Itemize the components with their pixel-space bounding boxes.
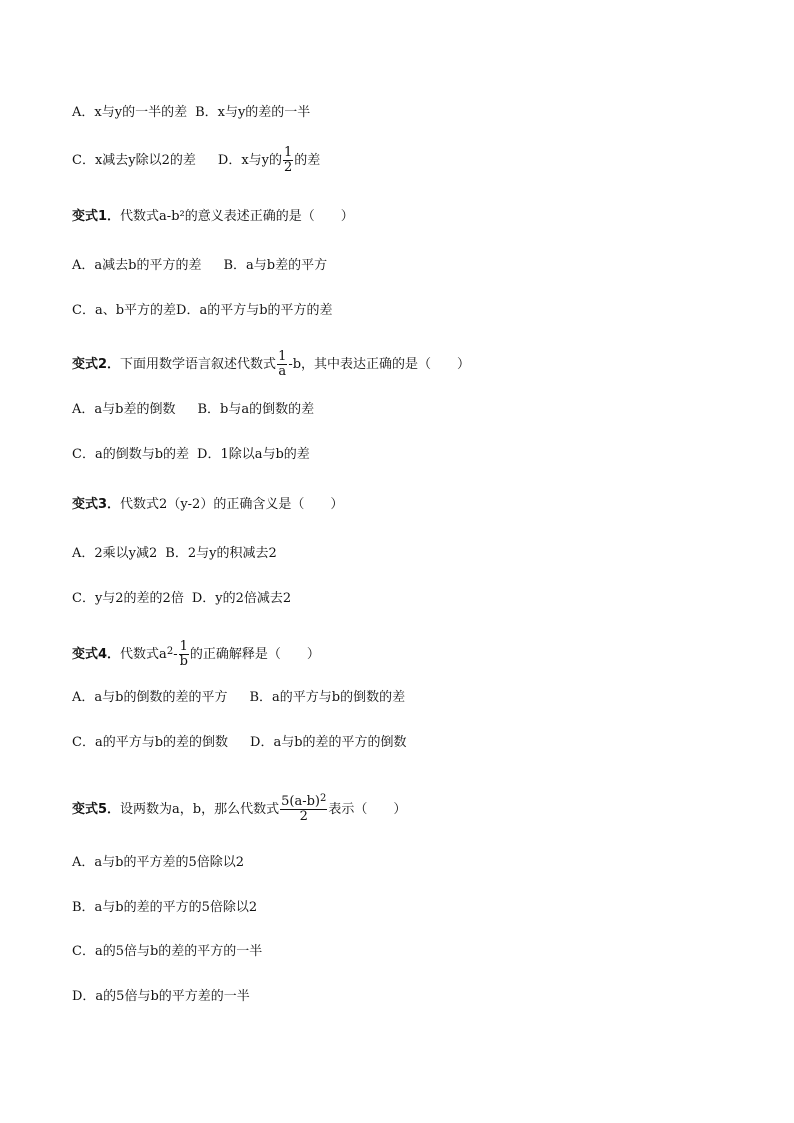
q0-options-row2 [72, 146, 320, 175]
v1-option-c: C．a、b平方的差 [72, 303, 177, 318]
v3-options-row2 [72, 591, 291, 607]
v4-option-d: D．a与b的差的平方的倒数 [250, 735, 407, 750]
v4-label: 变式4． [72, 647, 121, 662]
v5-option-b: B．a与b的差的平方的5倍除以2 [72, 900, 258, 915]
v2-fraction [277, 350, 287, 379]
v1-stem: 代数式a-b²的意义表述正确的是（ ） [120, 209, 354, 224]
q0-option-d-fraction [283, 146, 293, 175]
fraction-numerator-text: 5(a-b) [281, 794, 321, 809]
v2-option-c: C．a的倒数与b的差 [72, 447, 190, 462]
v5-stem-prefix: 设两数为a，b，那么代数式 [120, 802, 280, 817]
v5-option-d: D．a的5倍与b的平方差的一半 [72, 989, 250, 1004]
q0-option-d-suffix: 的差 [294, 153, 321, 168]
v2-question [72, 350, 470, 379]
v1-option-a: A．a减去b的平方的差 [72, 258, 202, 273]
v4-stem-suffix: 的正确解释是（ ） [189, 647, 320, 662]
v1-options-row2 [72, 303, 333, 319]
q0-option-a: A．x与y的一半的差 [72, 105, 188, 120]
v4-question [72, 640, 320, 669]
v2-options-row1 [72, 402, 314, 418]
v5-option-a-row [72, 855, 244, 871]
v5-fraction [280, 795, 327, 824]
v4-option-b: B．a的平方与b的倒数的差 [249, 690, 406, 705]
v3-question [72, 497, 343, 513]
v4-minus-sign: - [173, 647, 178, 662]
v2-options-row2 [72, 447, 310, 463]
v4-option-a: A．a与b的倒数的差的平方 [72, 690, 228, 705]
v3-option-d: D．y的2倍减去2 [191, 591, 292, 606]
v1-option-b: B．a与b差的平方 [223, 258, 328, 273]
v3-option-c: C．y与2的差的2倍 [72, 591, 184, 606]
fraction-numerator: 1 [278, 349, 287, 364]
v5-question [72, 795, 406, 824]
v1-label: 变式1． [72, 209, 121, 224]
v5-option-d-row [72, 989, 250, 1005]
fraction-numerator-exponent: 2 [320, 793, 327, 804]
v3-option-a: A．2乘以y减2 [72, 546, 158, 561]
v3-stem: 代数式2（y-2）的正确含义是（ ） [120, 497, 344, 512]
fraction-denominator: 2 [299, 809, 308, 824]
v2-stem-prefix: 下面用数学语言叙述代数式 [120, 357, 277, 372]
v5-stem-suffix: 表示（ ） [328, 802, 407, 817]
q0-option-b: B．x与y的差的一半 [195, 105, 311, 120]
v2-stem-suffix: -b，其中表达正确的是（ ） [288, 357, 471, 372]
v2-option-b: B．b与a的倒数的差 [197, 402, 315, 417]
v5-option-b-row [72, 900, 257, 916]
v5-option-a: A．a与b的平方差的5倍除以2 [72, 855, 245, 870]
v5-option-c: C．a的5倍与b的差的平方的一半 [72, 944, 263, 959]
q0-options-row1 [72, 105, 310, 121]
q0-option-c: C．x减去y除以2的差 [72, 153, 196, 168]
v4-exponent: 2 [166, 646, 174, 657]
v4-fraction [179, 640, 189, 669]
q0-option-d-prefix: D．x与y的 [217, 153, 283, 168]
fraction-numerator: 1 [284, 145, 293, 160]
fraction-denominator: b [179, 654, 188, 669]
v5-label: 变式5． [72, 802, 121, 817]
v5-option-c-row [72, 944, 262, 960]
v2-option-d: D．1除以a与b的差 [197, 447, 310, 462]
fraction-denominator: a [278, 364, 287, 379]
v4-stem-prefix: 代数式a [120, 647, 167, 662]
v3-option-b: B．2与y的积减去2 [165, 546, 277, 561]
v4-option-c: C．a的平方与b的差的倒数 [72, 735, 229, 750]
v3-label: 变式3． [72, 497, 121, 512]
fraction-numerator [280, 795, 327, 810]
v1-options-row1 [72, 258, 327, 274]
v4-options-row1 [72, 690, 405, 706]
fraction-numerator: 1 [179, 639, 188, 654]
v4-options-row2 [72, 735, 407, 751]
v1-question [72, 209, 354, 225]
fraction-denominator: 2 [284, 160, 293, 175]
v3-options-row1 [72, 546, 277, 562]
v1-option-d: D．a的平方与b的平方的差 [176, 303, 333, 318]
v2-option-a: A．a与b差的倒数 [72, 402, 176, 417]
v2-label: 变式2． [72, 357, 121, 372]
